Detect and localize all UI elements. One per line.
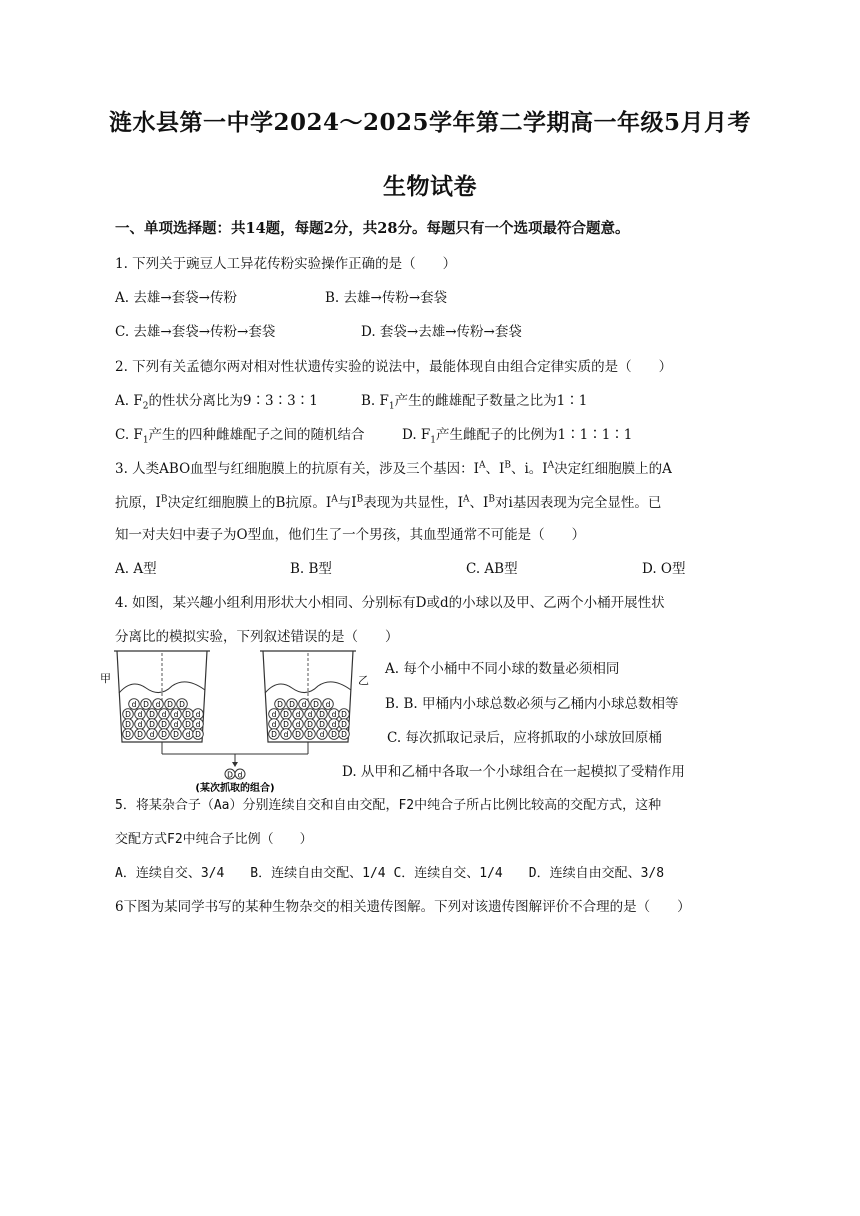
ball-label: D (149, 720, 155, 729)
q5-options: A．连续自交、3/4 B．连续自由交配、1/4 C．连续自交、1/4 D．连续自由交配、3/8 (115, 866, 665, 881)
section-heading: 一、单项选择题：共14题，每题2分，共28分。每题只有一个选项最符合题意。 (115, 220, 630, 237)
bucket-simulation-figure (98, 648, 368, 796)
q3-option-b: B. B型 (290, 561, 332, 577)
q5-stem-line1: 5．将某杂合子（Aa）分别连续自交和自由交配，F2中纯合子所占比例比较高的交配方式，这种 (115, 798, 662, 813)
ball-label: D (289, 700, 295, 709)
ball-label: D (341, 730, 347, 739)
q3-stem-line2: 抗原，$I^B$决定红细胞膜上的B抗原。$I^A$与$I^B$表现为共显性，$I^A$、$I^B$对i基因表现为完全显性。已 (115, 494, 662, 511)
q4-option-a: A. 每个小桶中不同小球的数量必须相同 (385, 661, 620, 677)
figure-label-jia: 甲 (100, 672, 111, 685)
ball-label: D (283, 720, 289, 729)
q4-option-b: B. B. 甲桶内小球总数必须与乙桶内小球总数相等 (385, 696, 679, 712)
q4-stem-line1: 4. 如图，某兴趣小组利用形状大小相同、分别标有D或d的小球以及甲、乙两个小桶开展性状 (115, 595, 665, 611)
drawn-combination (225, 769, 245, 780)
q3-option-c: C. AB型 (466, 561, 518, 577)
ball-label: D (313, 700, 319, 709)
q2-option-a: A. $F_2$的性状分离比为9∶3∶3∶1 (115, 393, 318, 412)
ball-label: D (185, 720, 191, 729)
ball-label: D (125, 710, 131, 719)
ball-label: d (155, 700, 161, 709)
q1-option-c: C. 去雄→套袋→传粉→套袋 (115, 324, 276, 340)
figure-label-yi: 乙 (358, 674, 369, 687)
ball-label: d (295, 710, 301, 719)
ball-label: D (161, 730, 167, 739)
ball-label: d (137, 720, 143, 729)
ball-label: d (319, 730, 325, 739)
ball-label: d (307, 710, 313, 719)
ball-label: d (185, 730, 191, 739)
ball-label: d (331, 710, 337, 719)
ball-label: D (161, 720, 167, 729)
ball-label: D (283, 710, 289, 719)
q1-option-d: D. 套袋→去雄→传粉→套袋 (361, 324, 522, 340)
ball-label: d (195, 720, 201, 729)
ball-label: d (283, 730, 289, 739)
ball-label: D (125, 730, 131, 739)
ball-label: D (319, 720, 325, 729)
q3-stem-line1: 3. 人类ABO血型与红细胞膜上的抗原有关，涉及三个基因：$I^A$、$I^B$、i。$I^A$决定红细胞膜上的A (115, 460, 672, 477)
q6-stem: 6下图为某同学书写的某种生物杂交的相关遗传图解。下列对该遗传图解评价不合理的是（ ） (115, 899, 691, 915)
q5-stem-line2: 交配方式F2中纯合子比例（ ） (115, 832, 313, 847)
q2-option-b: B. $F_1$产生的雌雄配子数量之比为1∶1 (361, 393, 588, 412)
ball-label: D (331, 730, 337, 739)
ball-d-label: d (237, 770, 243, 780)
ball-label: D (125, 720, 131, 729)
ball-label: D (271, 730, 277, 739)
ball-label: d (295, 720, 301, 729)
ball-label: d (173, 720, 179, 729)
ball-label: D (167, 700, 173, 709)
q4-option-c: C. 每次抓取记录后，应将抓取的小球放回原桶 (387, 730, 662, 746)
q3-option-d: D. O型 (642, 561, 686, 577)
ball-label: D (195, 730, 201, 739)
ball-label: d (271, 720, 277, 729)
ball-label: d (149, 730, 155, 739)
bucket-jia (114, 651, 210, 742)
ball-label: d (161, 710, 167, 719)
ball-label: D (143, 700, 149, 709)
balls-jia (123, 699, 204, 740)
ball-label: d (271, 710, 277, 719)
ball-label: D (185, 710, 191, 719)
q1-option-b: B. 去雄→传粉→套袋 (325, 290, 448, 306)
ball-label: D (341, 720, 347, 729)
q3-stem-line3: 知一对夫妇中妻子为O型血，他们生了一个男孩，其血型通常不可能是（ ） (115, 527, 586, 543)
q1-stem: 1. 下列关于豌豆人工异花传粉实验操作正确的是（ ） (115, 256, 457, 272)
ball-label: d (325, 700, 331, 709)
ball-label: D (319, 710, 325, 719)
ball-label: d (131, 700, 137, 709)
ball-label: d (195, 710, 201, 719)
ball-label: d (301, 700, 307, 709)
ball-label: D (295, 730, 301, 739)
ball-label: D (173, 730, 179, 739)
q4-stem-line2: 分离比的模拟实验，下列叙述错误的是（ ） (115, 629, 399, 645)
ball-label: D (149, 710, 155, 719)
ball-label: D (307, 730, 313, 739)
ball-label: D (307, 720, 313, 729)
q3-option-a: A. A型 (115, 561, 157, 577)
q2-option-c: C. $F_1$产生的四种雌雄配子之间的随机结合 (115, 427, 365, 446)
ball-label: D (137, 730, 143, 739)
ball-label: d (137, 710, 143, 719)
figure-caption: (某次抓取的组合) (195, 783, 275, 794)
ball-label: D (277, 700, 283, 709)
balls-yi (269, 699, 350, 740)
bucket-yi (260, 651, 356, 742)
ball-label: D (179, 700, 185, 709)
q4-option-d: D. 从甲和乙桶中各取一个小球组合在一起模拟了受精作用 (342, 764, 685, 780)
ball-D-label: D (227, 770, 233, 780)
ball-label: d (173, 710, 179, 719)
q2-option-d: D. $F_1$产生雌配子的比例为1∶1∶1∶1 (402, 427, 633, 446)
exam-title: 涟水县第一中学2024～2025学年第二学期高一年级5月月考 (108, 109, 752, 136)
exam-subtitle: 生物试卷 (383, 173, 477, 200)
q2-stem: 2. 下列有关孟德尔两对相对性状遗传实验的说法中，最能体现自由组合定律实质的是（ ） (115, 359, 673, 375)
ball-label: D (341, 710, 347, 719)
ball-label: d (331, 720, 337, 729)
draw-connector (162, 742, 308, 767)
q1-option-a: A. 去雄→套袋→传粉 (115, 290, 237, 306)
